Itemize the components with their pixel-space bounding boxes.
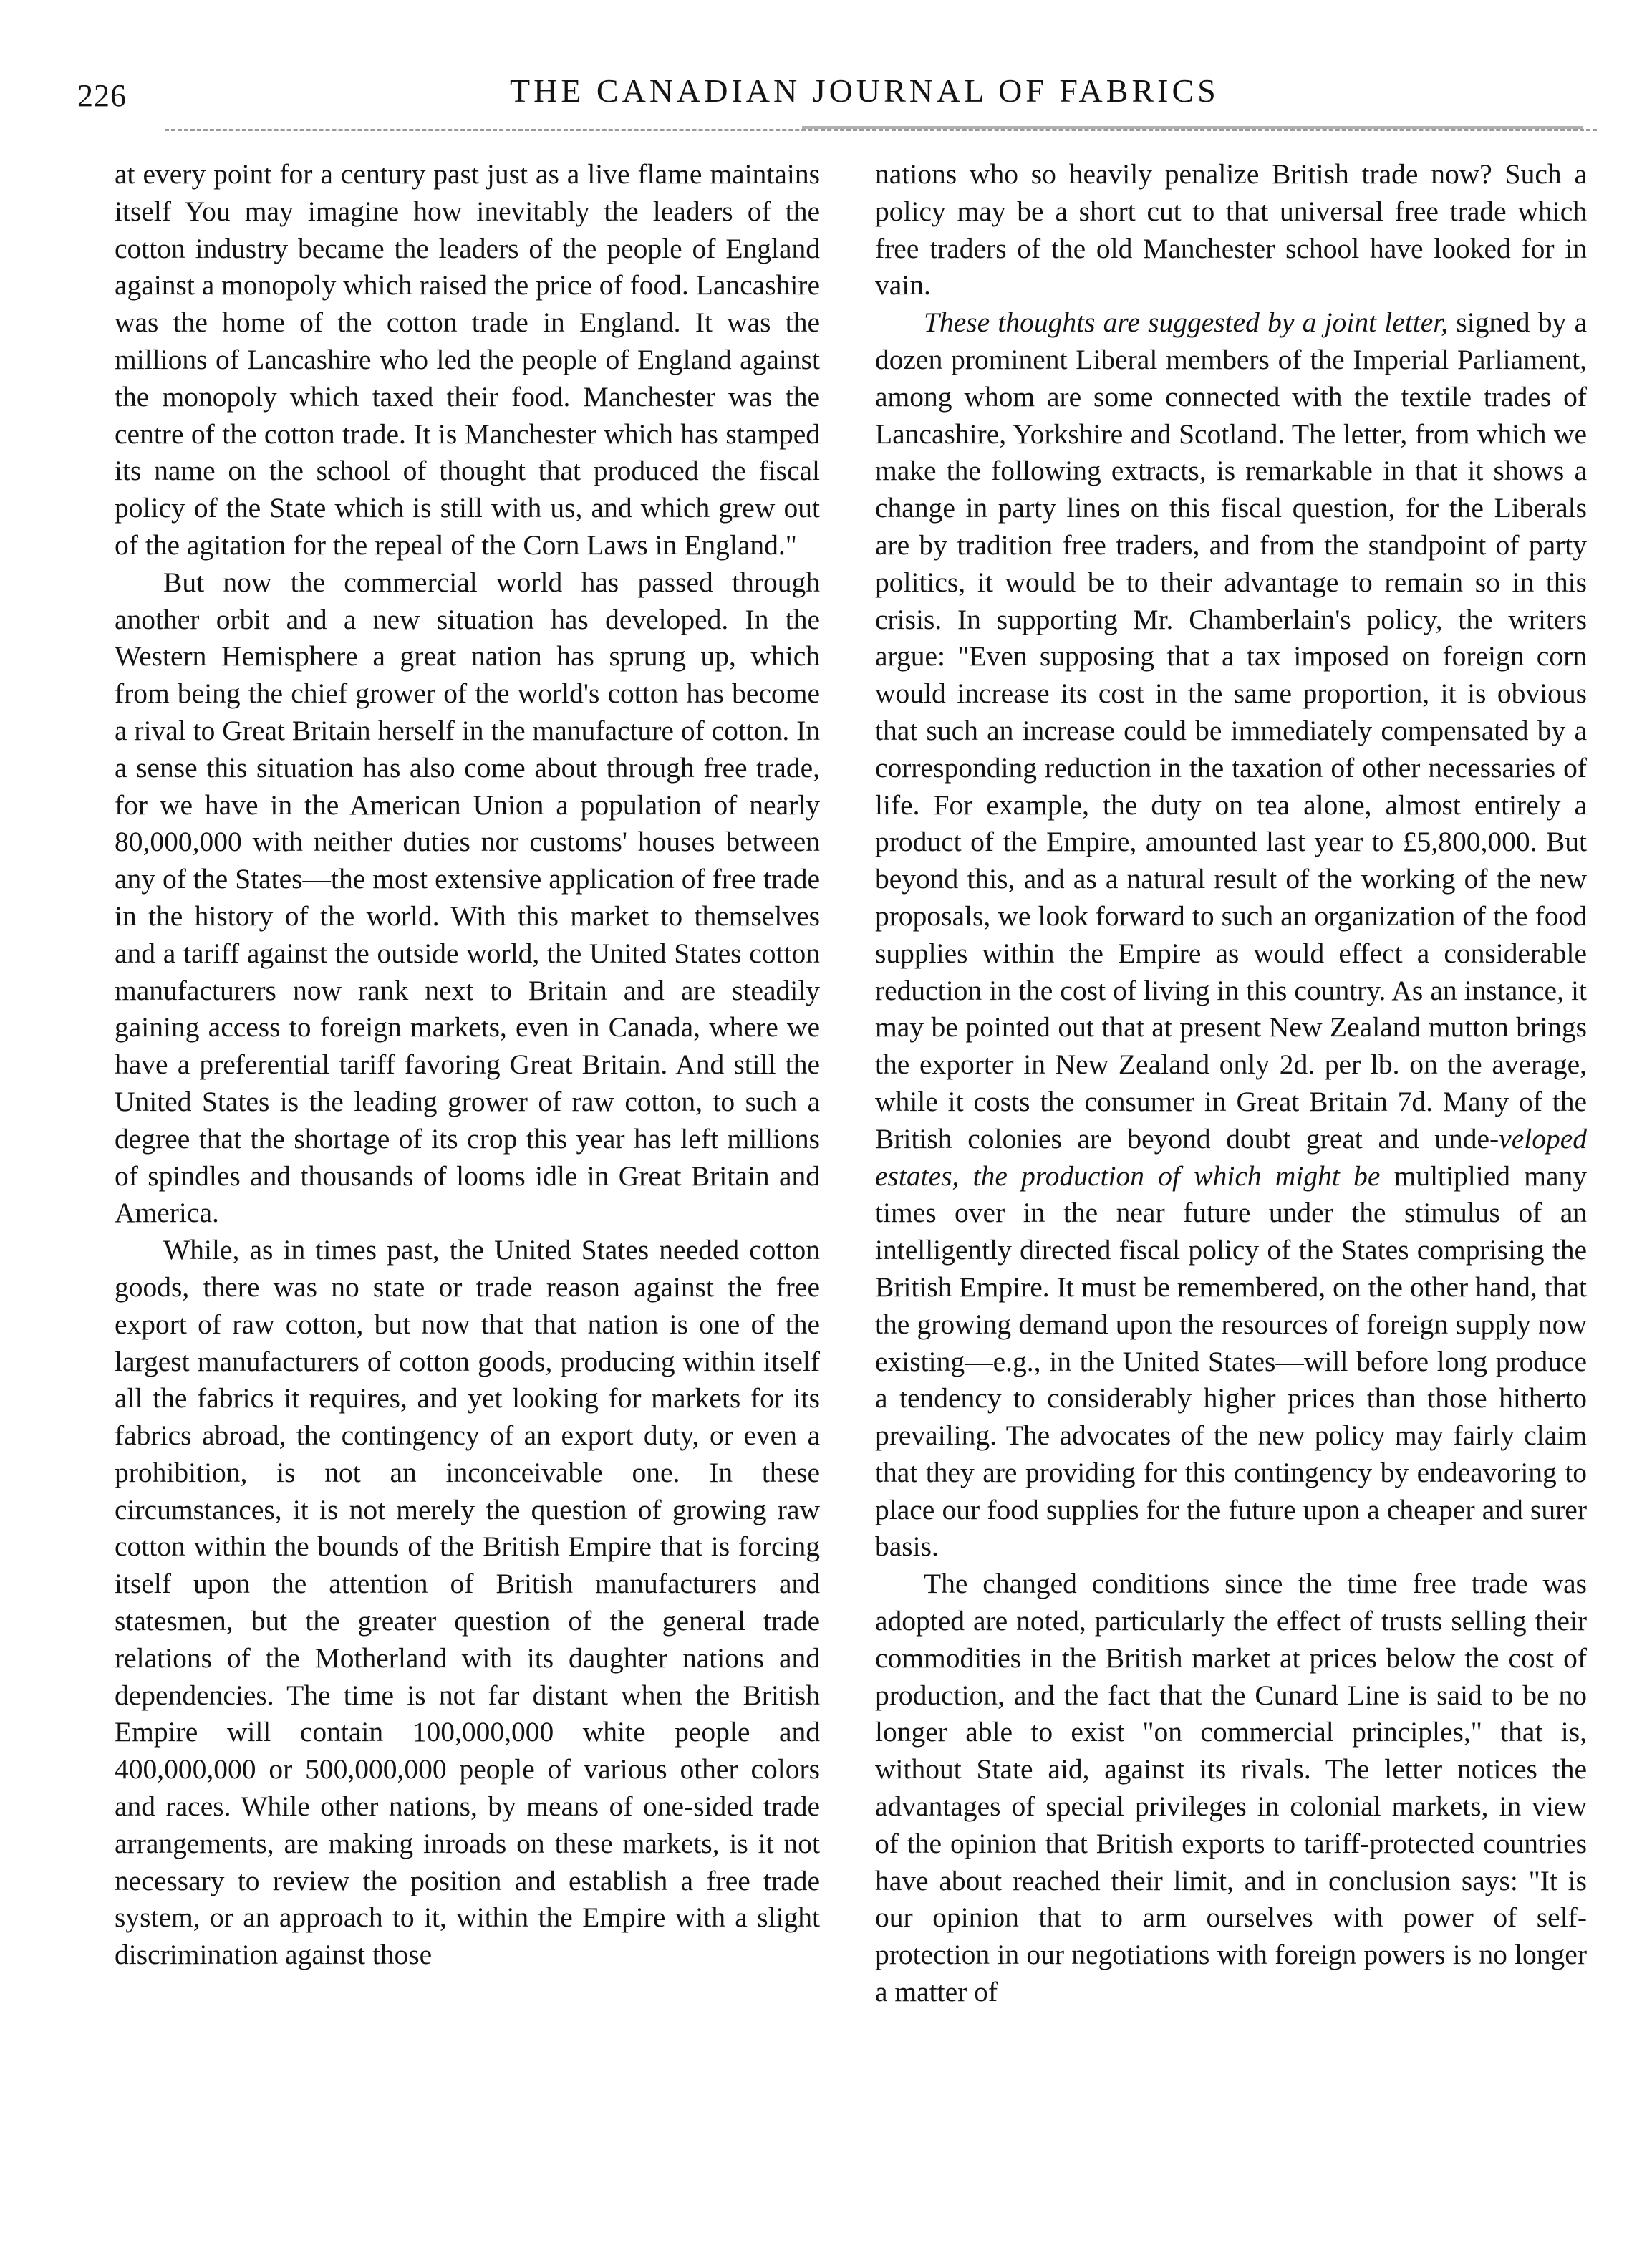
right-paragraph-3: The changed conditions since the time free trade was adopted are noted, particularly the effect of trusts selling their commodities in the British market at prices below the cost of production, and the fact that the Cunard Line is said to be no longer able to exist "on commercial principles," that is, without State aid, against its rivals. The letter notices the advantages of special privileges in colonial markets, in view of the opinion that British exports to tariff-protected countries have about reached their limit, and in conclusion says: "It is our opinion that to arm ourselves with power of self-protection in our negotiations with foreign powers is no longer a matter of [875, 1568, 1587, 2008]
page-number: 226 [77, 78, 127, 113]
left-column [115, 156, 820, 1974]
journal-title: THE CANADIAN JOURNAL OF FABRICS [510, 72, 1219, 109]
right-paragraph-2-italic-mid: veloped estates, the production of which might be [875, 1122, 1587, 1192]
running-head [0, 63, 1652, 120]
right-paragraph-1: nations who so heavily penalize British trade now? Such a policy may be a short cut to that universal free trade which free traders of the old Manchester school have looked for in vain. [875, 158, 1587, 302]
left-paragraph-2: But now the commercial world has passed through another orbit and a new situation has developed. In the Western Hemisphere a great nation has sprung up, which from being the chief grower of the world's cotton has become a rival to Great Britain herself in the manufacture of cotton. In a sense this situation has also come about through free trade, for we have in the American Union a population of nearly 80,000,000 with neither duties nor customs' houses between any of the States—the most extensive application of free trade in the history of the world. With this market to themselves and a tariff against the outside world, the United States cotton manufacturers now rank next to Britain and are steadily gaining access to foreign markets, even in Canada, where we have a preferential tariff favoring Great Britain. And still the United States is the leading grower of raw cotton, to such a degree that the shortage of its crop this year has left millions of spindles and thousands of looms idle in Great Britain and America. [115, 566, 820, 1229]
left-paragraph-1: at every point for a century past just as a live flame maintains itself You may imagine how inevitably the leaders of the cotton industry became the leaders of the people of England against a monopoly which raised the price of food. Lancashire was the home of the cotton trade in England. It was the millions of Lancashire who led the people of England against the monopoly which taxed their food. Manchester was the centre of the cotton trade. It is Manchester which has stamped its name on the school of thought that produced the fiscal policy of the State which is still with us, and which grew out of the agitation for the repeal of the Corn Laws in England." [115, 158, 820, 561]
right-paragraph-2-tail: multiplied many times over in the near future under the stimulus of an intelligently directed fiscal policy of the States comprising the British Empire. It must be remembered, on the other hand, that the growing demand upon the resources of foreign supply now existing—e.g., in the United States—will before long produce a tendency to considerably higher prices than those hitherto prevailing. The advocates of the new policy may fairly claim that they are providing for this contingency by endeavoring to place our food supplies for the future upon a cheaper and surer basis. [875, 1160, 1587, 1563]
header-rule [165, 129, 1597, 131]
right-paragraph-2-italic-lead: These thoughts are suggested by a joint letter, [924, 307, 1449, 339]
left-paragraph-3: While, as in times past, the United States needed cotton goods, there was no state or trade reason against the free export of raw cotton, but now that that nation is one of the largest manufacturers of cotton goods, producing within itself all the fabrics it requires, and yet looking for markets for its fabrics abroad, the contingency of an export duty, or even a prohibition, is not an inconceivable one. In these circumstances, it is not merely the question of growing raw cotton within the bounds of the British Empire that is forcing itself upon the attention of British manufacturers and statesmen, but the greater question of the general trade relations of the Motherland with its daughter nations and dependencies. The time is not far distant when the British Empire will contain 100,000,000 white people and 400,000,000 or 500,000,000 people of various other colors and races. While other nations, by means of one-sided trade arrangements, are making inroads on these markets, is it not necessary to review the position and establish a free trade system, or an approach to it, within the Empire with a slight discrimination against those [115, 1234, 820, 1971]
right-paragraph-2-body: signed by a dozen prominent Liberal members of the Imperial Parliament, among whom are some connected with the textile trades of Lancashire, Yorkshire and Scotland. The letter, from which we make the following extracts, is remarkable in that it shows a change in party lines on this fiscal question, for the Liberals are by tradition free traders, and from the standpoint of party politics, it would be to their advantage to remain so in this crisis. In supporting Mr. Chamberlain's policy, the writers argue: "Even supposing that a tax imposed on foreign corn would increase its cost in the same proportion, it is obvious that such an increase could be immediately compensated by a corresponding reduction in the taxation of other necessaries of life. For example, the duty on tea alone, almost entirely a product of the Empire, amounted last year to £5,800,000. But beyond this, and as a natural result of the working of the new proposals, we look forward to such an organization of the food supplies within the Empire as would effect a considerable reduction in the cost of living in this country. As an instance, it may be pointed out that at present New Zealand mutton brings the exporter in New Zealand only 2d. per lb. on the average, while it costs the consumer in Great Britain 7d. Many of the British colonies are beyond doubt great and unde- [875, 307, 1587, 1155]
right-column [875, 156, 1587, 2011]
right-paragraph-2 [875, 304, 1587, 1566]
header-rule-right [802, 126, 1583, 129]
